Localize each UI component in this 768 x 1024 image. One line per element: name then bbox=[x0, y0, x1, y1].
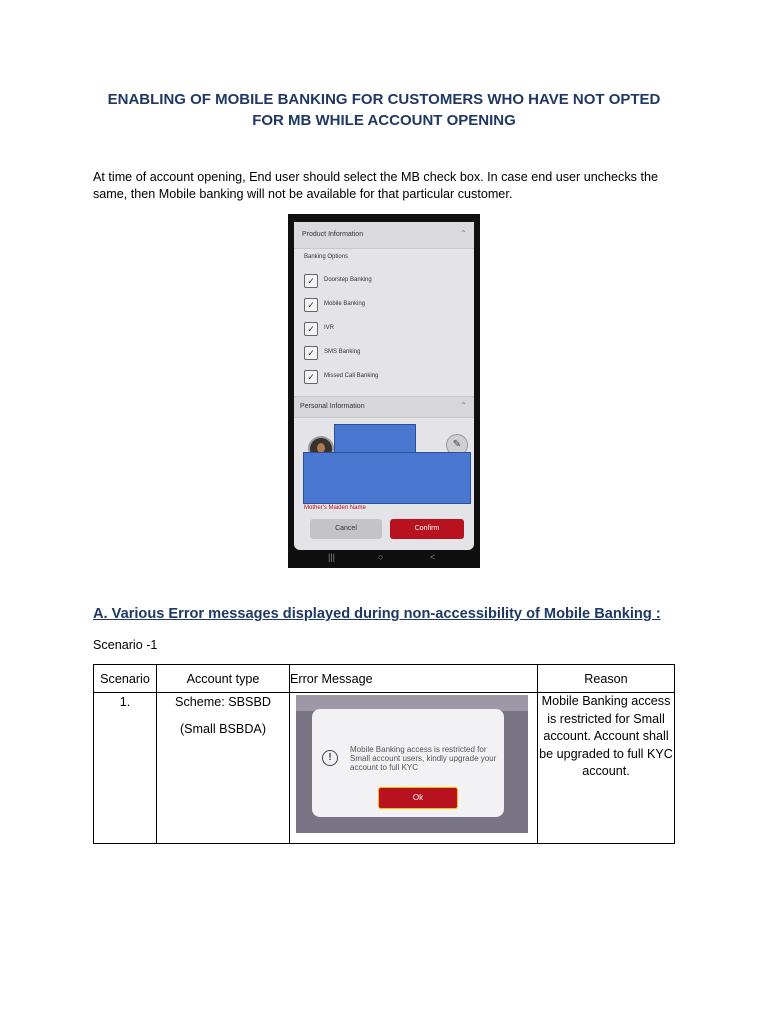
redacted-name-box bbox=[334, 424, 416, 454]
error-message-cell bbox=[290, 693, 538, 844]
phone-screen bbox=[294, 222, 474, 550]
error-dialog-message: Mobile Banking access is restricted for Small account users, kindly upgrade your account to full KYC bbox=[350, 745, 497, 772]
account-type-note: (Small BSBDA) bbox=[179, 722, 267, 736]
ivr-label: IVR bbox=[324, 325, 335, 331]
header-account-type: Account type bbox=[157, 665, 290, 693]
recent-apps-icon: ||| bbox=[328, 552, 336, 562]
sms-banking-checkbox: ✓ bbox=[304, 346, 318, 360]
account-type-scheme: Scheme: SBSBD bbox=[175, 695, 271, 709]
scenario-number: 1. bbox=[94, 693, 157, 844]
document-title-line-1: ENABLING OF MOBILE BANKING FOR CUSTOMERS WHO HAVE NOT OPTED bbox=[107, 91, 661, 108]
account-type-cell bbox=[157, 693, 290, 844]
reason-cell: Mobile Banking access is restricted for Small account. Account shall be upgraded to full KYC account. bbox=[538, 693, 675, 844]
table-header-row bbox=[94, 665, 675, 693]
mobile-banking-checkbox: ✓ bbox=[304, 298, 318, 312]
mobile-banking-label: Mobile Banking bbox=[324, 301, 366, 307]
scenario-label: Scenario -1 bbox=[93, 638, 158, 652]
banking-options-label: Banking Options bbox=[304, 254, 349, 260]
error-dialog bbox=[312, 709, 504, 817]
intro-paragraph: At time of account opening, End user should select the MB check box. In case end user unchecks the same, then Mobile banking will not be available for that particular customer. bbox=[93, 170, 658, 201]
header-scenario: Scenario bbox=[94, 665, 157, 693]
home-icon: ○ bbox=[378, 552, 384, 562]
document-title-line-2: FOR MB WHILE ACCOUNT OPENING bbox=[252, 112, 516, 129]
header-error-message: Error Message bbox=[290, 665, 538, 693]
chevron-up-icon: ⌃ bbox=[460, 401, 467, 410]
ivr-checkbox: ✓ bbox=[304, 322, 318, 336]
section-heading: A. Various Error messages displayed during non-accessibility of Mobile Banking : bbox=[93, 606, 661, 622]
doorstep-banking-label: Doorstep Banking bbox=[324, 277, 372, 283]
error-messages-table bbox=[93, 664, 675, 844]
table-row bbox=[94, 693, 675, 844]
missed-call-banking-label: Missed Call Banking bbox=[324, 373, 379, 379]
header-reason: Reason bbox=[538, 665, 675, 693]
sms-banking-label: SMS Banking bbox=[324, 349, 361, 355]
chevron-up-icon: ⌃ bbox=[460, 229, 467, 238]
product-information-label: Product Information bbox=[302, 231, 364, 238]
confirm-button: Confirm bbox=[390, 519, 464, 539]
back-icon: < bbox=[430, 552, 436, 562]
missed-call-banking-checkbox: ✓ bbox=[304, 370, 318, 384]
alert-icon: ! bbox=[322, 750, 338, 766]
edit-icon: ✎ bbox=[446, 434, 468, 456]
mothers-maiden-name-label: Mother's Maiden Name bbox=[304, 505, 366, 511]
ok-button: Ok bbox=[378, 787, 458, 809]
error-dialog-screenshot bbox=[296, 695, 528, 833]
product-information-header bbox=[294, 222, 474, 249]
phone-screenshot bbox=[288, 214, 480, 568]
personal-information-header bbox=[294, 396, 474, 418]
redacted-details-box bbox=[303, 452, 471, 504]
document-title bbox=[60, 89, 708, 131]
personal-information-label: Personal Information bbox=[300, 403, 365, 410]
cancel-button: Cancel bbox=[310, 519, 382, 539]
android-nav-bar bbox=[288, 550, 480, 568]
doorstep-banking-checkbox: ✓ bbox=[304, 274, 318, 288]
